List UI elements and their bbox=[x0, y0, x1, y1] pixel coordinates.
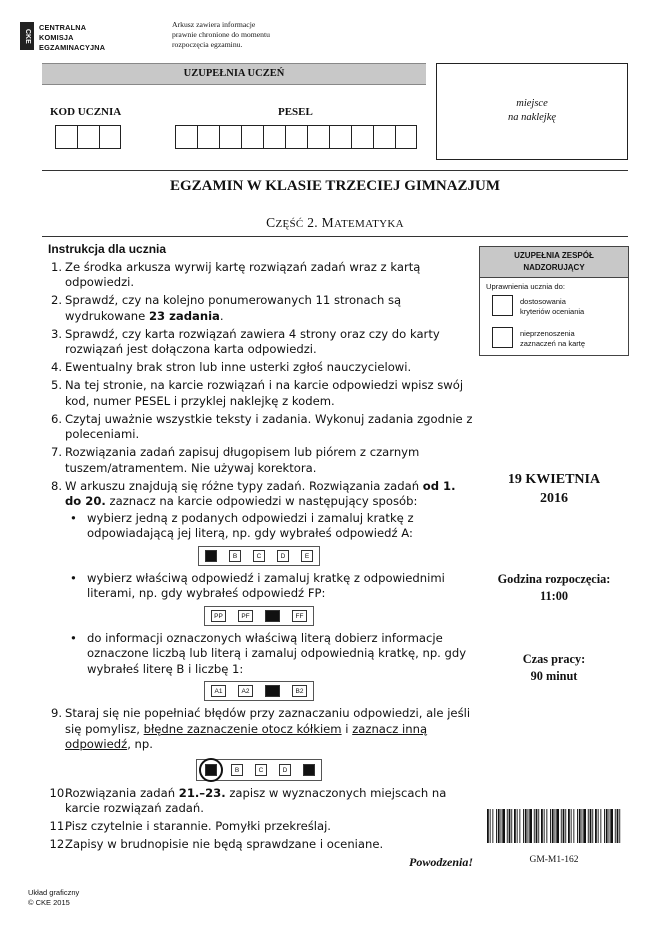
pesel-box[interactable] bbox=[175, 125, 197, 149]
instruction-12 bbox=[48, 837, 473, 853]
kod-box[interactable] bbox=[55, 125, 77, 149]
answer-box: PP bbox=[211, 610, 226, 622]
option-dostosowania-text bbox=[520, 297, 584, 317]
exam-date bbox=[479, 470, 629, 508]
exam-title: EGZAMIN W KLASIE TRZECIEJ GIMNAZJUM bbox=[169, 178, 501, 194]
item-number: 4. bbox=[50, 360, 62, 374]
instruction-7 bbox=[48, 445, 473, 476]
answer-box: B bbox=[229, 550, 241, 562]
bullet-true-false bbox=[65, 571, 473, 602]
bullet-text: wybierz jedną z podanych odpowiedzi i zamaluj kratkę z odpowiadającą jej literą, np. gdy wybrałeś odpowiedź A: bbox=[87, 510, 414, 540]
item-text: Rozwiązania zadań bbox=[65, 785, 179, 800]
subtitle-number: 2. M bbox=[303, 215, 334, 230]
demo-frame bbox=[196, 759, 322, 781]
exam-date-line-2: 2016 bbox=[540, 491, 568, 506]
demo-true-false bbox=[45, 606, 473, 626]
answer-box: C bbox=[255, 764, 267, 776]
demo-frame bbox=[204, 681, 314, 701]
pesel-box[interactable] bbox=[197, 125, 219, 149]
cke-logo-mark: CKE bbox=[20, 22, 34, 50]
logo-line-3: EGZAMINACYJNA bbox=[39, 43, 106, 52]
instruction-9 bbox=[48, 706, 473, 781]
option-dostosowania-line-1: dostosowania bbox=[520, 297, 566, 306]
instruction-11 bbox=[48, 819, 473, 835]
bullet-text: wybierz właściwą odpowiedź i zamaluj kratkę z odpowiednimi literami, np. gdy wybrałeś odpowiedź FP: bbox=[87, 570, 445, 600]
answer-box-filled bbox=[303, 764, 315, 776]
item-text: Ze środka arkusza wyrwij kartę rozwiązań zadań wraz z kartą odpowiedzi. bbox=[65, 259, 421, 289]
pesel-box[interactable] bbox=[307, 125, 329, 149]
divider-top bbox=[42, 170, 628, 171]
option-nieprzenoszenia-line-2: zaznaczeń na kartę bbox=[520, 339, 586, 348]
pesel-box[interactable] bbox=[263, 125, 285, 149]
item-number: 5. bbox=[50, 378, 62, 392]
item-underlined-1: błędne zaznaczenie otocz kółkiem bbox=[143, 721, 342, 736]
item-bold: od 1. do 20. bbox=[65, 478, 456, 508]
pesel-box[interactable] bbox=[241, 125, 263, 149]
confidentiality-notice bbox=[172, 20, 312, 50]
answer-box-filled bbox=[205, 764, 217, 776]
notice-line-2: prawnie chronione do momentu bbox=[172, 30, 270, 39]
answer-box: B2 bbox=[292, 685, 307, 697]
item-number: 8. bbox=[50, 478, 62, 493]
item-number: 9. bbox=[50, 706, 62, 720]
good-luck: Powodzenia! bbox=[408, 855, 473, 869]
item-text: Pisz czytelnie i starannie. Pomyłki przekreślaj. bbox=[65, 819, 331, 833]
start-time-value: 11:00 bbox=[539, 589, 568, 603]
instruction-6 bbox=[48, 412, 473, 443]
subtitle-lead: C bbox=[266, 215, 276, 230]
item-text: Ewentualny brak stron lub inne usterki zgłoś nauczycielowi. bbox=[65, 360, 412, 374]
circled-mistake-icon bbox=[199, 758, 223, 782]
answer-box: PF bbox=[238, 610, 253, 622]
item-underlined-2: zaznacz inną odpowiedź bbox=[65, 721, 428, 751]
bullet-single-choice bbox=[65, 511, 473, 542]
bullet-matching bbox=[65, 631, 473, 678]
cke-logo bbox=[20, 20, 148, 54]
item-text: Sprawdź, czy na kolejno ponumerowanych 11 stronach są wydrukowane bbox=[65, 293, 402, 323]
sticker-line-1: miejsce bbox=[516, 98, 548, 109]
sticker-line-2: na naklejkę bbox=[507, 112, 557, 123]
instruction-8 bbox=[48, 479, 473, 702]
subtitle-smallcaps-2: ATEMATYKA bbox=[333, 218, 404, 230]
pesel-box[interactable] bbox=[285, 125, 307, 149]
duration-value: 90 minut bbox=[530, 669, 578, 683]
answer-box-filled bbox=[265, 610, 280, 622]
option-nieprzenoszenia[interactable] bbox=[492, 327, 626, 351]
kod-box[interactable] bbox=[77, 125, 99, 149]
checkbox-dostosowania[interactable] bbox=[492, 295, 513, 316]
answer-box-filled bbox=[205, 550, 217, 562]
logo-line-2: KOMISJA bbox=[39, 33, 74, 42]
item-number: 6. bbox=[50, 411, 62, 426]
answer-box: C bbox=[253, 550, 265, 562]
pesel-label: PESEL bbox=[278, 106, 313, 118]
pesel-box[interactable] bbox=[373, 125, 395, 149]
pesel-box[interactable] bbox=[395, 125, 417, 149]
answer-box: FF bbox=[292, 610, 307, 622]
instruction-1 bbox=[48, 260, 473, 291]
item-number: 1. bbox=[50, 259, 62, 274]
instruction-10 bbox=[48, 786, 473, 817]
exam-date-line-1: 19 KWIETNIA bbox=[507, 472, 601, 487]
footer-line-1: Układ graficzny bbox=[28, 888, 80, 897]
item-text-end: . bbox=[219, 308, 224, 323]
item-text: Rozwiązania zadań zapisuj długopisem lub piórem z czarnym tuszem/atramentem. Nie używaj korektora. bbox=[65, 445, 420, 475]
kod-box[interactable] bbox=[99, 125, 121, 149]
demo-matching bbox=[45, 681, 473, 701]
footer bbox=[28, 888, 79, 908]
barcode bbox=[487, 809, 621, 843]
item-number: 7. bbox=[50, 445, 62, 459]
answer-box: D bbox=[279, 764, 291, 776]
supervisor-head bbox=[480, 247, 628, 278]
item-text: Staraj się nie popełniać błędów przy zaznaczaniu odpowiedzi, ale jeśli się pomylisz, bbox=[65, 706, 471, 736]
start-time bbox=[479, 571, 629, 605]
item-number: 3. bbox=[50, 326, 62, 341]
option-nieprzenoszenia-text bbox=[520, 329, 585, 349]
bullet-mark: • bbox=[70, 570, 77, 585]
item-text: W arkuszu znajdują się różne typy zadań. Rozwiązania zadań bbox=[65, 478, 423, 493]
answer-box-filled bbox=[265, 685, 280, 697]
subtitle-smallcaps: ZĘŚĆ bbox=[275, 218, 304, 230]
item-number: 10. bbox=[49, 785, 68, 800]
item-text-end: , np. bbox=[127, 737, 153, 751]
notice-line-1: Arkusz zawiera informacje bbox=[172, 20, 256, 29]
item-number: 2. bbox=[50, 293, 62, 307]
bullet-text: do informacji oznaczonych właściwą literą dobierz informacje oznaczone liczbą lub literą i zamaluj odpowiednią kratkę, np. gdy wybrałeś literę B i liczbę 1: bbox=[87, 630, 467, 676]
option-dostosowania[interactable] bbox=[492, 295, 626, 319]
answer-box: B bbox=[231, 764, 243, 776]
demo-single-choice bbox=[45, 546, 473, 566]
start-time-label: Godzina rozpoczęcia: bbox=[497, 572, 611, 586]
bullet-mark: • bbox=[70, 630, 77, 645]
pesel-box[interactable] bbox=[351, 125, 373, 149]
instruction-4 bbox=[48, 360, 473, 376]
instructions bbox=[48, 242, 473, 871]
item-number: 11. bbox=[49, 819, 68, 833]
supervisor-subtitle: Uprawnienia ucznia do: bbox=[486, 282, 565, 291]
duration bbox=[479, 651, 629, 685]
answer-box: E bbox=[301, 550, 313, 562]
item-text-end: zapisz w wyznaczonych miejscach na karcie rozwiązań zadań. bbox=[65, 785, 447, 815]
item-bold: 21.–23. bbox=[178, 785, 226, 800]
demo-frame bbox=[198, 546, 320, 566]
divider-bottom bbox=[42, 236, 628, 237]
supervisor-head-line-2: NADZORUJĄCY bbox=[523, 263, 585, 272]
item-text: Na tej stronie, na karcie rozwiązań i na karcie odpowiedzi wpisz swój kod, numer PESEL i przyklej naklejkę z kodem. bbox=[65, 378, 464, 408]
demo-correction bbox=[45, 759, 473, 781]
answer-box: A1 bbox=[211, 685, 226, 697]
answer-box: D bbox=[277, 550, 289, 562]
sticker-area bbox=[436, 63, 628, 160]
item-number: 12. bbox=[49, 837, 68, 851]
logo-line-1: CENTRALNA bbox=[39, 23, 87, 32]
exam-code: GM-M1-162 bbox=[529, 855, 579, 865]
kod-ucznia-boxes[interactable] bbox=[55, 125, 121, 149]
item-text-mid: i bbox=[341, 721, 353, 736]
kod-ucznia-label: KOD UCZNIA bbox=[50, 106, 122, 118]
pesel-box[interactable] bbox=[329, 125, 351, 149]
item-text: Sprawdź, czy karta rozwiązań zawiera 4 strony oraz czy do karty rozwiązań jest dołączona karta odpowiedzi. bbox=[65, 326, 440, 356]
exam-subtitle bbox=[42, 215, 628, 231]
notice-line-3: rozpoczęcia egzaminu. bbox=[172, 40, 243, 49]
checkbox-nieprzenoszenia[interactable] bbox=[492, 327, 513, 348]
item-text: Zapisy w brudnopisie nie będą sprawdzane i oceniane. bbox=[65, 837, 384, 851]
item-text: Czytaj uważnie wszystkie teksty i zadania. Wykonuj zadania zgodnie z poleceniami. bbox=[65, 411, 473, 441]
instructions-heading: Instrukcja dla ucznia bbox=[48, 242, 167, 256]
pesel-box[interactable] bbox=[219, 125, 241, 149]
option-dostosowania-line-2: kryteriów oceniania bbox=[520, 307, 585, 316]
instruction-2 bbox=[48, 293, 473, 324]
demo-frame bbox=[204, 606, 314, 626]
instruction-3 bbox=[48, 327, 473, 358]
option-nieprzenoszenia-line-1: nieprzenoszenia bbox=[520, 329, 575, 338]
student-section-title: UZUPEŁNIA UCZEŃ bbox=[42, 63, 426, 85]
instruction-5 bbox=[48, 378, 473, 409]
footer-line-2: © CKE 2015 bbox=[28, 898, 70, 907]
supervisor-box bbox=[479, 246, 629, 356]
answer-box: A2 bbox=[238, 685, 253, 697]
item-text-end: zaznacz na karcie odpowiedzi w następujący sposób: bbox=[105, 494, 418, 508]
supervisor-head-line-1: UZUPEŁNIA ZESPÓŁ bbox=[514, 251, 594, 260]
bullet-mark: • bbox=[70, 510, 77, 525]
item-bold: 23 zadania bbox=[148, 308, 220, 323]
pesel-boxes[interactable] bbox=[175, 125, 417, 149]
duration-label: Czas pracy: bbox=[522, 652, 586, 666]
